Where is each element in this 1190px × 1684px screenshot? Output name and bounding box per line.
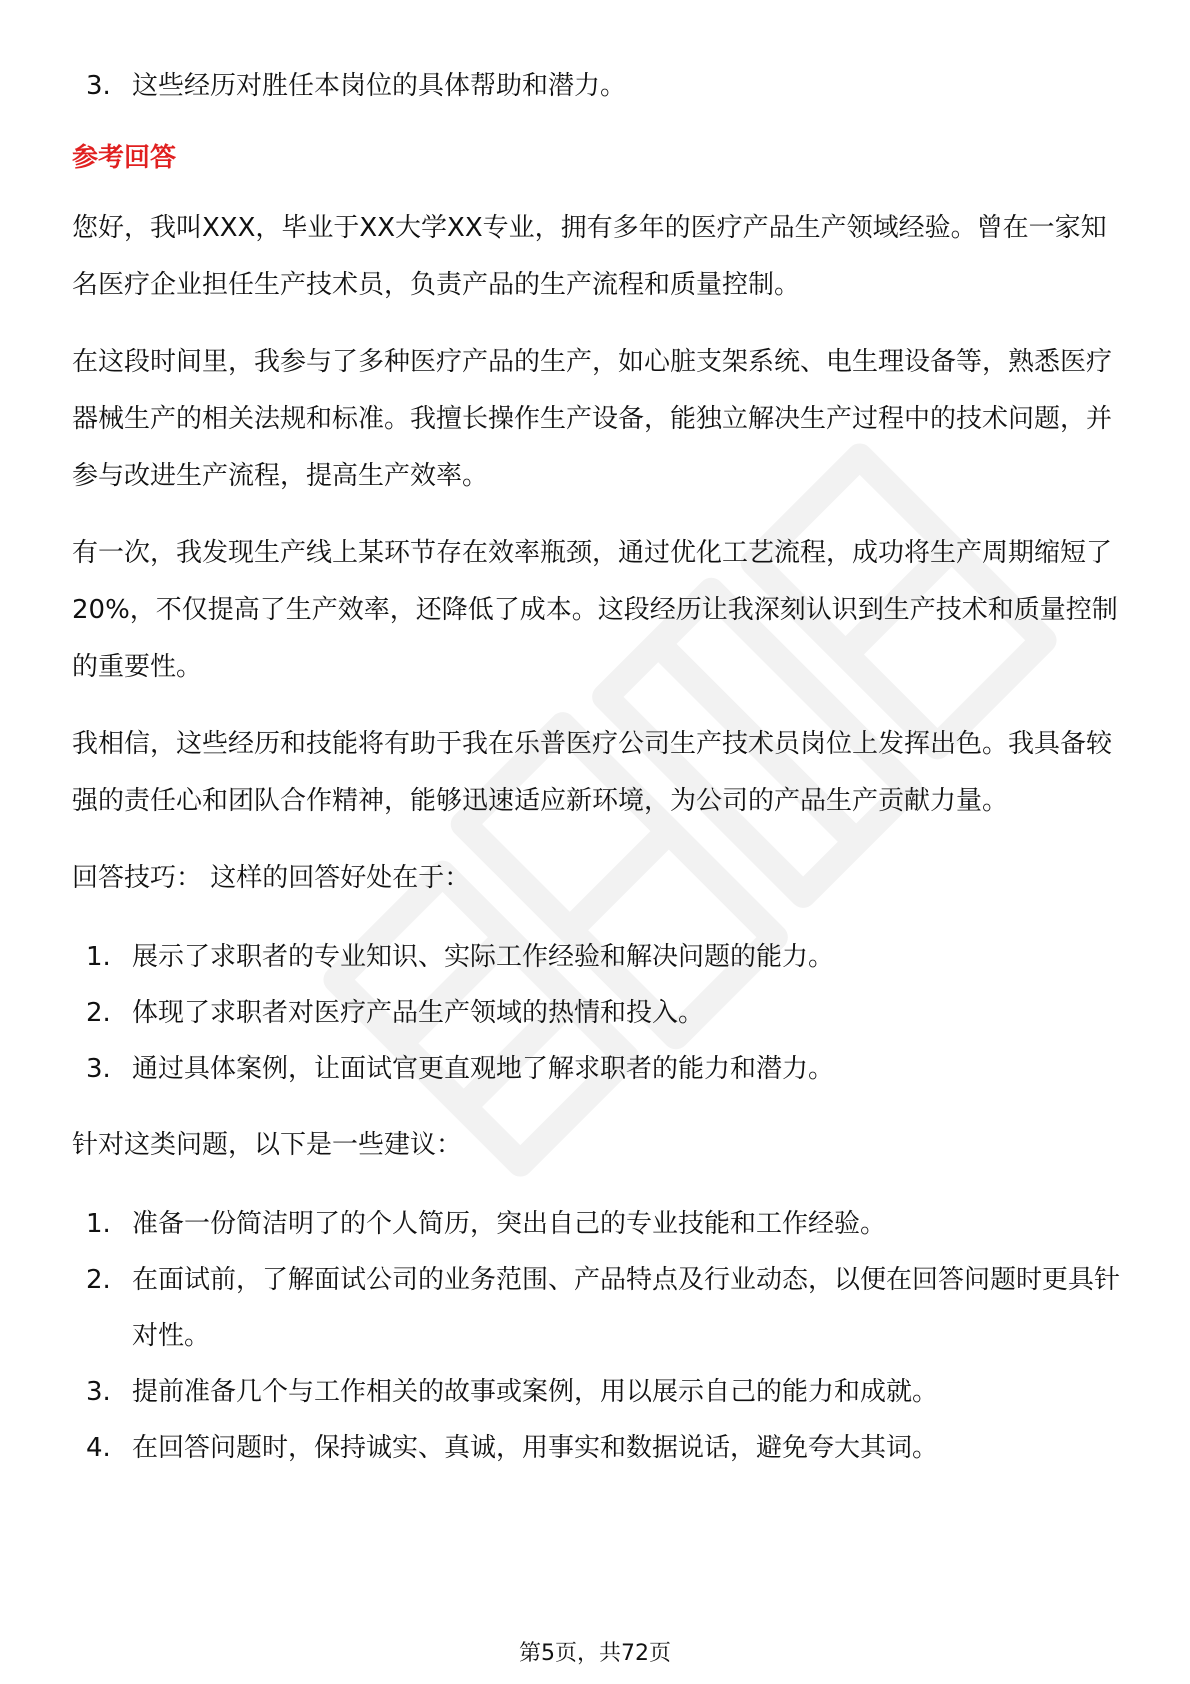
list-text: 体现了求职者对医疗产品生产领域的热情和投入。 bbox=[132, 998, 705, 1028]
tips-list bbox=[72, 929, 1122, 1097]
list-text: 准备一份简洁明了的个人简历，突出自己的专业技能和工作经验。 bbox=[132, 1209, 887, 1239]
list-item bbox=[72, 1252, 1122, 1364]
list-number: 4. bbox=[86, 1433, 111, 1463]
list-text: 在面试前，了解面试公司的业务范围、产品特点及行业动态，以便在回答问题时更具针对性。 bbox=[132, 1265, 1121, 1351]
top-list bbox=[72, 58, 1122, 114]
list-number: 2. bbox=[86, 998, 111, 1028]
list-text: 通过具体案例，让面试官更直观地了解求职者的能力和潜力。 bbox=[132, 1054, 835, 1084]
list-text: 在回答问题时，保持诚实、真诚，用事实和数据说话，避免夸大其词。 bbox=[132, 1433, 939, 1463]
list-number: 1. bbox=[86, 942, 111, 972]
list-number: 3. bbox=[86, 1377, 111, 1407]
list-item bbox=[72, 1041, 1122, 1097]
list-item bbox=[72, 929, 1122, 985]
list-item bbox=[72, 985, 1122, 1041]
page-content bbox=[72, 58, 1122, 1476]
list-text: 提前准备几个与工作相关的故事或案例，用以展示自己的能力和成就。 bbox=[132, 1377, 939, 1407]
list-number: 2. bbox=[86, 1265, 111, 1295]
list-number: 3. bbox=[86, 71, 111, 101]
list-text: 展示了求职者的专业知识、实际工作经验和解决问题的能力。 bbox=[132, 942, 835, 972]
section-heading: 参考回答 bbox=[72, 143, 177, 173]
list-number: 3. bbox=[86, 1054, 111, 1084]
paragraph-conclusion: 我相信，这些经历和技能将有助于我在乐普医疗公司生产技术员岗位上发挥出色。我具备较强的责任心和团队合作精神，能够迅速适应新环境，为公司的产品生产贡献力量。 bbox=[72, 729, 1113, 816]
list-number: 1. bbox=[86, 1209, 111, 1239]
list-text: 这些经历对胜任本岗位的具体帮助和潜力。 bbox=[132, 71, 627, 101]
paragraph-intro: 您好，我叫XXX，毕业于XX大学XX专业，拥有多年的医疗产品生产领域经验。曾在一家知名医疗企业担任生产技术员，负责产品的生产流程和质量控制。 bbox=[72, 213, 1107, 300]
page-footer: 第5页，共72页 bbox=[519, 1641, 671, 1666]
tips-intro: 回答技巧： 这样的回答好处在于： bbox=[72, 863, 471, 893]
advice-list bbox=[72, 1196, 1122, 1476]
list-item bbox=[72, 58, 1122, 114]
paragraph-achievement: 有一次，我发现生产线上某环节存在效率瓶颈，通过优化工艺流程，成功将生产周期缩短了20%，不仅提高了生产效率，还降低了成本。这段经历让我深刻认识到生产技术和质量控制的重要性。 bbox=[72, 538, 1118, 682]
list-item bbox=[72, 1196, 1122, 1252]
advice-intro: 针对这类问题，以下是一些建议： bbox=[72, 1130, 463, 1160]
list-item bbox=[72, 1364, 1122, 1420]
list-item bbox=[72, 1420, 1122, 1476]
paragraph-experience: 在这段时间里，我参与了多种医疗产品的生产，如心脏支架系统、电生理设备等，熟悉医疗器械生产的相关法规和标准。我擅长操作生产设备，能独立解决生产过程中的技术问题，并参与改进生产流程，提高生产效率。 bbox=[72, 347, 1113, 491]
